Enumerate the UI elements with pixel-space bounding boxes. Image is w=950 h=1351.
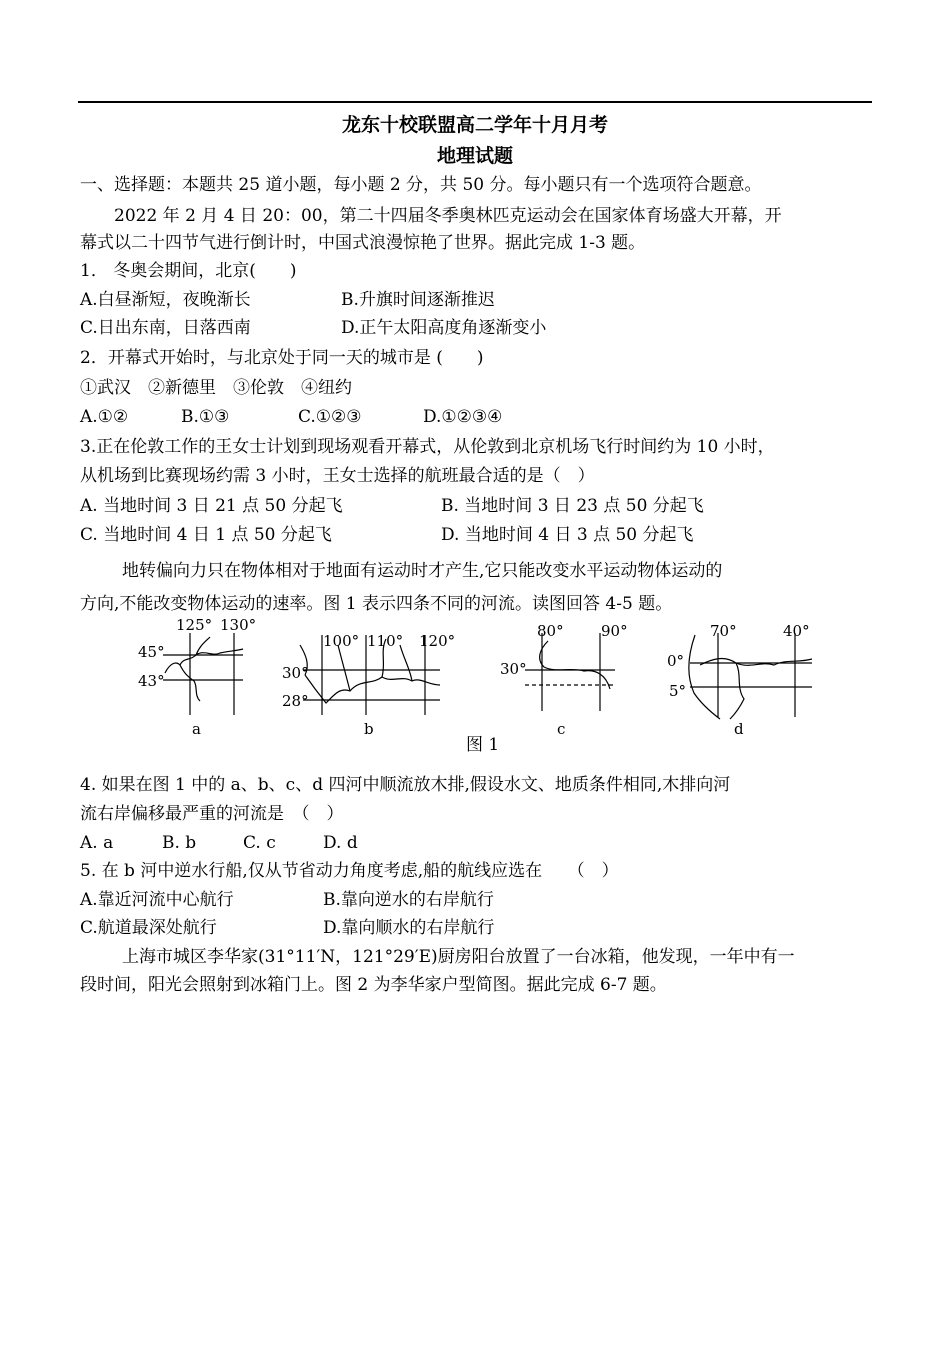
question-2-option-c: C.①②③	[298, 407, 362, 427]
map-b-lat-1: 30°	[282, 664, 309, 682]
question-2-option-d: D.①②③④	[423, 407, 503, 427]
map-b-label: b	[364, 720, 374, 738]
question-4-option-c: C. c	[243, 833, 276, 853]
question-3-option-d: D. 当地时间 4 日 3 点 50 分起飞	[441, 525, 694, 545]
question-4-option-d: D. d	[323, 833, 358, 853]
map-b-lat-2: 28°	[282, 692, 309, 710]
passage-3-line-2: 段时间，阳光会照射到冰箱门上。图 2 为李华家户型简图。据此完成 6-7 题。	[80, 975, 667, 995]
river-b	[305, 675, 440, 703]
map-b-lon-2: 110°	[367, 632, 404, 650]
exam-subtitle: 地理试题	[436, 145, 513, 167]
question-2-option-b: B.①③	[181, 407, 230, 427]
question-1-option-c: C.日出东南，日落西南	[80, 318, 251, 338]
question-3-option-a: A. 当地时间 3 日 21 点 50 分起飞	[80, 496, 343, 516]
question-4-stem-line-1: 4. 如果在图 1 中的 a、b、c、d 四河中顺流放木排,假设水文、地质条件相同,木排向河	[80, 775, 731, 795]
map-c-lat-1: 30°	[500, 660, 527, 678]
question-1-stem: 1． 冬奥会期间，北京( )	[80, 261, 297, 281]
passage-2-line-2: 方向,不能改变物体运动的速率。图 1 表示四条不同的河流。读图回答 4-5 题。	[80, 594, 673, 614]
question-4-stem-line-2: 流右岸偏移最严重的河流是 （ ）	[80, 804, 344, 824]
question-5-stem: 5. 在 b 河中逆水行船,仅从节省动力角度考虑,船的航线应选在 （ ）	[80, 861, 619, 881]
map-c-label: c	[557, 720, 566, 738]
map-a	[163, 633, 243, 715]
question-2-option-a: A.①②	[80, 407, 129, 427]
map-c-lon-2: 90°	[601, 622, 628, 640]
question-3-option-b: B. 当地时间 3 日 23 点 50 分起飞	[441, 496, 704, 516]
question-3-stem-line-2: 从机场到比赛现场约需 3 小时，王女士选择的航班最合适的是（ ）	[80, 466, 595, 486]
question-1-option-b: B.升旗时间逐渐推迟	[341, 290, 495, 310]
passage-1-line-1: 2022 年 2 月 4 日 20：00，第二十四届冬季奥林匹克运动会在国家体育场盛大开幕，开	[114, 206, 782, 226]
passage-3-line-1: 上海市城区李华家(31°11′N，121°29′E)厨房阳台放置了一台冰箱，他发现，一年中有一	[122, 947, 795, 967]
passage-2-line-1: 地转偏向力只在物体相对于地面有运动时才产生,它只能改变水平运动物体运动的	[122, 561, 723, 581]
map-b-lon-3: 120°	[419, 632, 456, 650]
map-a-lon-1: 125°	[176, 616, 213, 634]
map-b-lon-1: 100°	[323, 632, 360, 650]
question-2-items: ①武汉 ②新德里 ③伦敦 ④纽约	[80, 378, 352, 398]
map-a-lat-1: 45°	[138, 643, 165, 661]
map-a-lat-2: 43°	[138, 672, 165, 690]
question-3-stem-line-1: 3.正在伦敦工作的王女士计划到现场观看开幕式，从伦敦到北京机场飞行时间约为 10 小时，	[80, 437, 775, 457]
map-d-lon-1: 70°	[710, 622, 737, 640]
question-5-option-b: B.靠向逆水的右岸航行	[323, 890, 494, 910]
map-d	[689, 633, 812, 719]
question-1-option-d: D.正午太阳高度角逐渐变小	[341, 318, 547, 338]
question-4-option-b: B. b	[162, 833, 197, 853]
question-3-option-c: C. 当地时间 4 日 1 点 50 分起飞	[80, 525, 332, 545]
question-5-option-c: C.航道最深处航行	[80, 918, 217, 938]
map-d-lon-2: 40°	[783, 622, 810, 640]
map-c	[525, 633, 615, 711]
passage-1-line-2: 幕式以二十四节气进行倒计时，中国式浪漫惊艳了世界。据此完成 1-3 题。	[80, 233, 646, 253]
river-a	[165, 649, 243, 673]
map-a-lon-2: 130°	[220, 616, 257, 634]
map-c-lon-1: 80°	[537, 622, 564, 640]
section-instructions: 一、选择题：本题共 25 道小题，每小题 2 分，共 50 分。每小题只有一个选项符合题意。	[80, 175, 762, 195]
figure-1-caption: 图 1	[466, 735, 500, 755]
question-5-option-a: A.靠近河流中心航行	[80, 890, 234, 910]
question-5-option-d: D.靠向顺水的右岸航行	[323, 918, 495, 938]
question-1-option-a: A.白昼渐短，夜晚渐长	[80, 290, 251, 310]
map-d-lat-1: 0°	[667, 652, 685, 670]
map-a-label: a	[192, 720, 201, 738]
header-rule	[78, 101, 872, 103]
map-d-lat-2: 5°	[669, 682, 687, 700]
question-4-option-a: A. a	[80, 833, 114, 853]
exam-title: 龙东十校联盟高二学年十月月考	[341, 114, 608, 136]
map-d-label: d	[734, 720, 744, 738]
question-2-stem: 2．开幕式开始时，与北京处于同一天的城市是 ( )	[80, 348, 484, 368]
